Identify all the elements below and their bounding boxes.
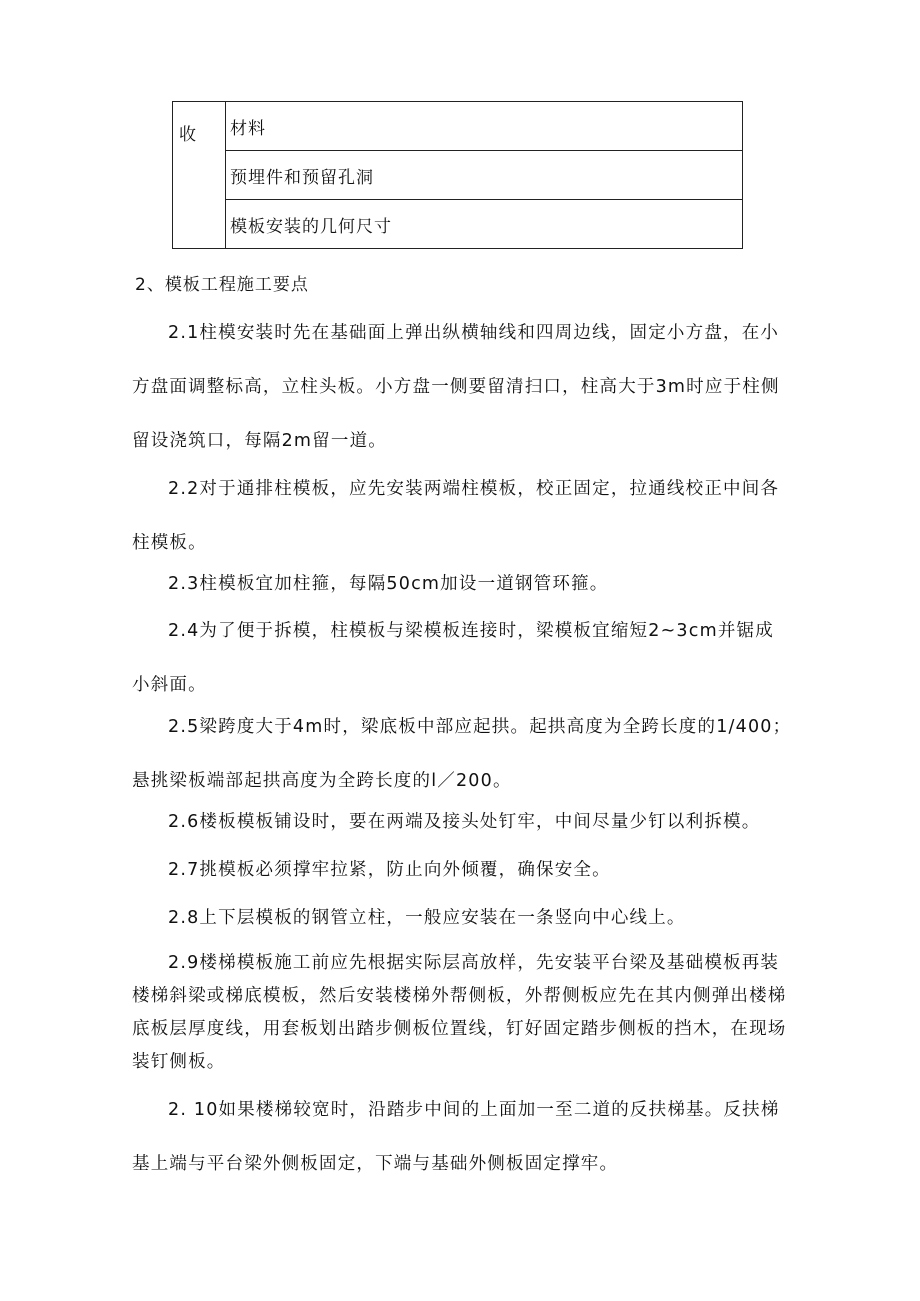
table-row [173, 151, 743, 200]
paragraph-2-2: 2.2对于通排柱模板，应先安装两端柱模板，校正固定，拉通线校正中间各柱模板。 [132, 479, 780, 553]
paragraph-2-3: 2.3柱模板宜加柱箍，每隔50cm加设一道钢管环箍。 [168, 574, 609, 594]
inspection-table [172, 101, 743, 249]
paragraph-2-8: 2.8上下层模板的钢管立柱，一般应安装在一条竖向中心线上。 [168, 908, 686, 928]
paragraph-2-7: 2.7挑模板必须撑牢拉紧，防止向外倾覆，确保安全。 [168, 860, 611, 880]
paragraph-2-9: 2.9楼梯模板施工前应先根据实际层高放样，先安装平台梁及基础模板再装楼梯斜梁或梯底模板，然后安装楼梯外帮侧板，外帮侧板应先在其内侧弹出楼梯底板层厚度线，用套板划出踏步侧板位置线，钉好固定踏步侧板的挡木，在现场装钉侧板。 [132, 953, 787, 1072]
table-cell: 模板安装的几何尺寸 [226, 200, 743, 249]
table-cell: 预埋件和预留孔洞 [226, 151, 743, 200]
table-row [173, 200, 743, 249]
table-left-label: 收 [173, 102, 226, 249]
paragraph-2-1: 2.1柱模安装时先在基础面上弹出纵横轴线和四周边线，固定小方盘，在小方盘面调整标高，立柱头板。小方盘一侧要留清扫口，柱高大于3m时应于柱侧留设浇筑口，每隔2m留一道。 [132, 323, 780, 451]
section-heading: 2、模板工程施工要点 [135, 275, 309, 295]
paragraph-2-10: 2. 10如果楼梯较宽时，沿踏步中间的上面加一至二道的反扶梯基。反扶梯基上端与平台梁外侧板固定，下端与基础外侧板固定撑牢。 [132, 1100, 780, 1174]
table-row [173, 102, 743, 151]
paragraph-2-6: 2.6楼板模板铺设时，要在两端及接头处钉牢，中间尽量少钉以利拆模。 [168, 812, 761, 832]
paragraph-2-4: 2.4为了便于拆模，柱模板与梁模板连接时，梁模板宜缩短2~3cm并锯成小斜面。 [132, 621, 774, 695]
table-cell: 材料 [226, 102, 743, 151]
paragraph-2-5: 2.5梁跨度大于4m时，梁底板中部应起拱。起拱高度为全跨长度的1/400；悬挑梁板端部起拱高度为全跨长度的l／200。 [132, 717, 792, 791]
